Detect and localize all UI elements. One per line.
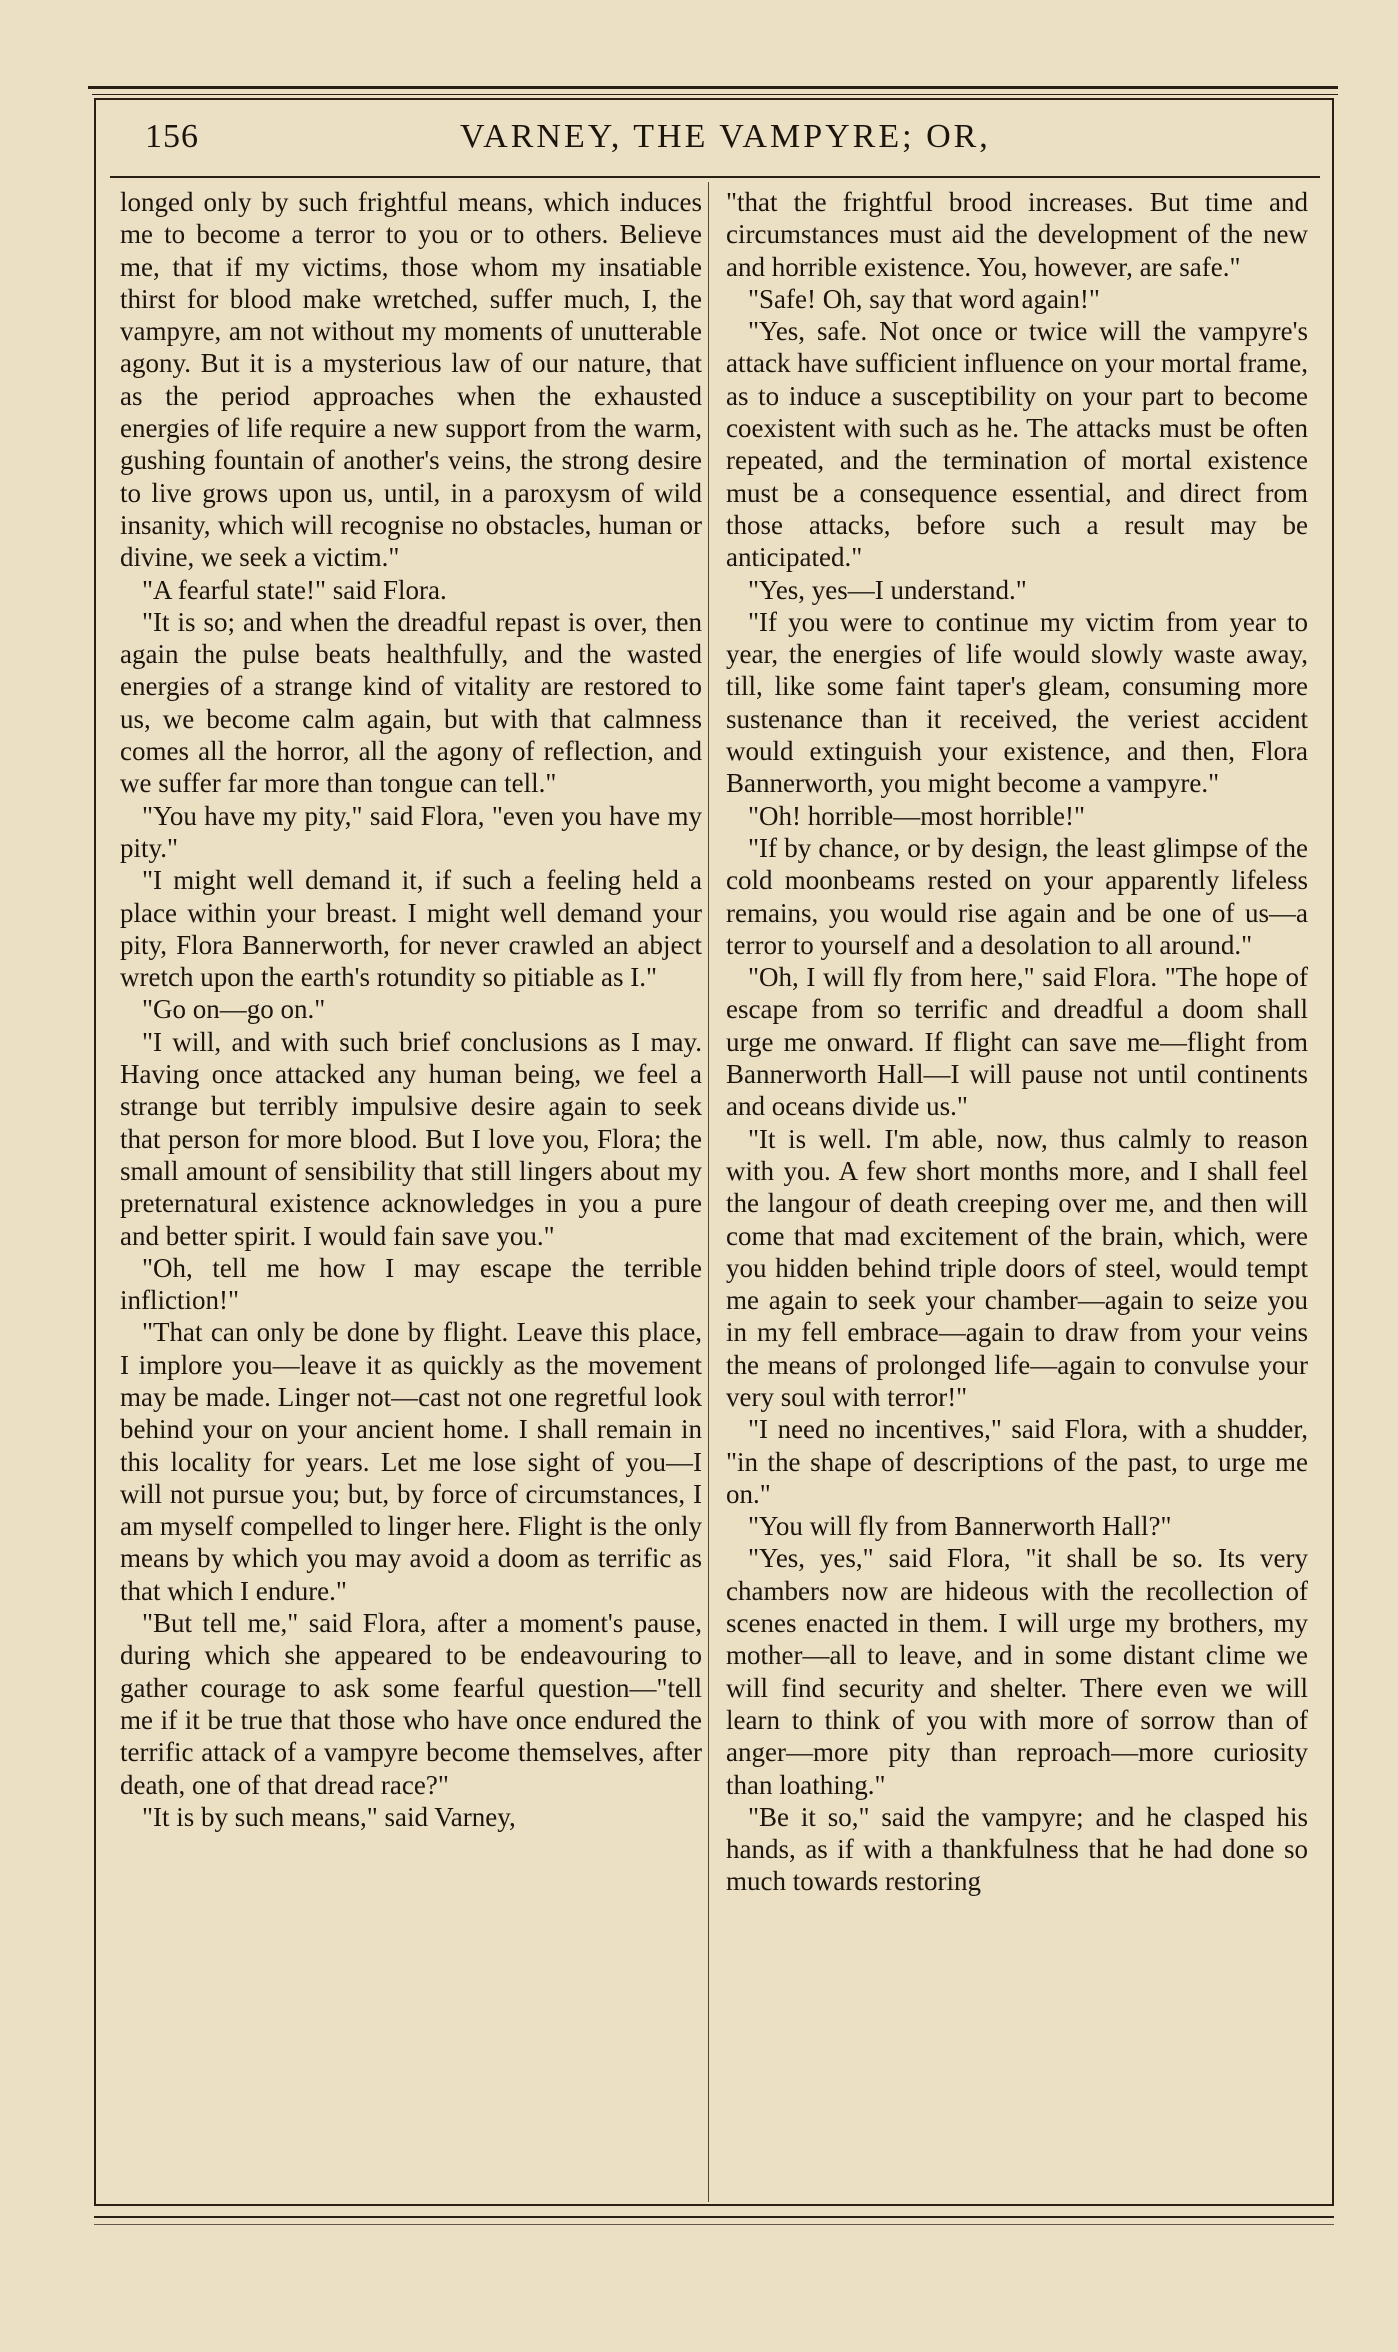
- paragraph: "Oh! horrible—most horrible!": [748, 800, 1085, 831]
- running-title: VARNEY, THE VAMPYRE; OR,: [460, 118, 991, 155]
- paragraph: "You will fly from Bannerworth Hall?": [748, 1511, 1172, 1542]
- paragraph: "Be it so," said the vampyre; and he clasped his hands, as if with a thankfulness that he had done so much towards restoring: [726, 1801, 1308, 1897]
- paragraph: "If you were to continue my victim from year to year, the energies of life would slowly waste away, till, like some faint taper's gleam, consuming more sustenance than it received, the veriest accident would extinguish your existence, and then, Flora Bannerworth, you might become a vampyre.": [726, 606, 1308, 799]
- paragraph: "Yes, safe. Not once or twice will the vampyre's attack have sufficient influence on your mortal frame, as to induce a susceptibility on your part to become coexistent with such as he. The attacks must be often repeated, and the termination of mortal existence must be a consequence essential, and direct from those attacks, before such a result may be anticipated.": [726, 316, 1308, 573]
- paragraph: "Oh, I will fly from here," said Flora. "The hope of escape from so terrific and dreadful a doom shall urge me onward. If flight can save me—flight from Bannerworth Hall—I will pause not until continents and oceans divide us.": [726, 962, 1308, 1122]
- left-column: [120, 186, 702, 1833]
- header-rule: [110, 176, 1320, 178]
- paragraph: "But tell me," said Flora, after a moment's pause, during which she appeared to be endeavouring to gather courage to ask some fearful question—"tell me if it be true that those who have once endured the terrific attack of a vampyre become themselves, after death, one of that dread race?": [120, 1608, 702, 1800]
- paragraph: "Safe! Oh, say that word again!": [748, 283, 1100, 314]
- paragraph: "I will, and with such brief conclusions as I may. Having once attacked any human being, we feel a strange but terribly impulsive desire again to seek that person for more blood. But I love you, Flora; the small amount of sensibility that still lingers about my preternatural existence acknowledges in you a pure and better spirit. I would fain save you.": [120, 1026, 702, 1251]
- page-number: 156: [145, 118, 199, 155]
- bottom-rule-thin: [94, 2224, 1334, 2225]
- paragraph: "I need no incentives," said Flora, with a shudder, "in the shape of descriptions of the past, to urge me on.": [726, 1414, 1308, 1509]
- paragraph: "Yes, yes—I understand.": [748, 574, 1027, 605]
- paragraph: "I might well demand it, if such a feeling held a place within your breast. I might well demand your pity, Flora Bannerworth, for never crawled an abject wretch upon the earth's rotundity so pitiable as I.": [120, 865, 702, 993]
- top-rule: [88, 86, 1338, 89]
- paragraph: "It is by such means," said Varney,: [142, 1801, 516, 1832]
- paragraph: "Oh, tell me how I may escape the terrible infliction!": [120, 1252, 702, 1316]
- paragraph: "That can only be done by flight. Leave this place, I implore you—leave it as quickly as the movement may be made. Linger not—cast not one regretful look behind your on your ancient home. I shall remain in this locality for years. Let me lose sight of you—I will not pursue you; but, by force of circumstances, I am myself compelled to linger here. Flight is the only means by which you may avoid a doom as terrific as that which I endure.": [120, 1317, 702, 1606]
- paragraph: "You have my pity," said Flora, "even you have my pity.": [120, 800, 702, 863]
- paragraph: "Yes, yes," said Flora, "it shall be so. Its very chambers now are hideous with the recollection of scenes enacted in them. I will urge my brothers, my mother—all to leave, and in some distant clime we will find security and shelter. There even we will learn to think of you with more of sorrow than of anger—more pity than reproach—more curiosity than loathing.": [726, 1543, 1308, 1800]
- top-rule-thin: [92, 94, 1338, 95]
- column-divider: [708, 182, 709, 2202]
- paragraph: "that the frightful brood increases. But time and circumstances must aid the development of the new and horrible existence. You, however, are safe.": [726, 187, 1308, 282]
- paragraph: longed only by such frightful means, which induces me to become a terror to you or to others. Believe me, that if my victims, those whom my insatiable thirst for blood make wretched, suffer much, I, the vampyre, am not without my moments of unutterable agony. But it is a mysterious law of our nature, that as the period approaches when the exhausted energies of life require a new support from the warm, gushing fountain of another's veins, the strong desire to live grows upon us, until, in a paroxysm of wild insanity, which will recognise no obstacles, human or divine, we seek a victim.": [120, 187, 702, 573]
- paragraph: "Go on—go on.": [142, 994, 326, 1025]
- paragraph: "It is well. I'm able, now, thus calmly to reason with you. A few short months more, and I shall feel the langour of death creeping over me, and then will come that mad excitement of the brain, which, were you hidden behind triple doors of steel, would tempt me again to seek your chamber—again to seize you in my fell embrace—again to draw from your veins the means of prolonged life—again to convulse your very soul with terror!": [726, 1123, 1308, 1412]
- paragraph: "A fearful state!" said Flora.: [142, 574, 447, 605]
- paragraph: "If by chance, or by design, the least glimpse of the cold moonbeams rested on your apparently lifeless remains, you would rise again and be one of us—a terror to yourself and a desolation to all around.": [726, 832, 1308, 960]
- right-column: [726, 186, 1308, 1898]
- bottom-rule: [94, 2216, 1334, 2218]
- paragraph: "It is so; and when the dreadful repast is over, then again the pulse beats healthfully, and the wasted energies of a strange kind of vitality are restored to us, we become calm again, but with that calmness comes all the horror, all the agony of reflection, and we suffer far more than tongue can tell.": [120, 606, 702, 799]
